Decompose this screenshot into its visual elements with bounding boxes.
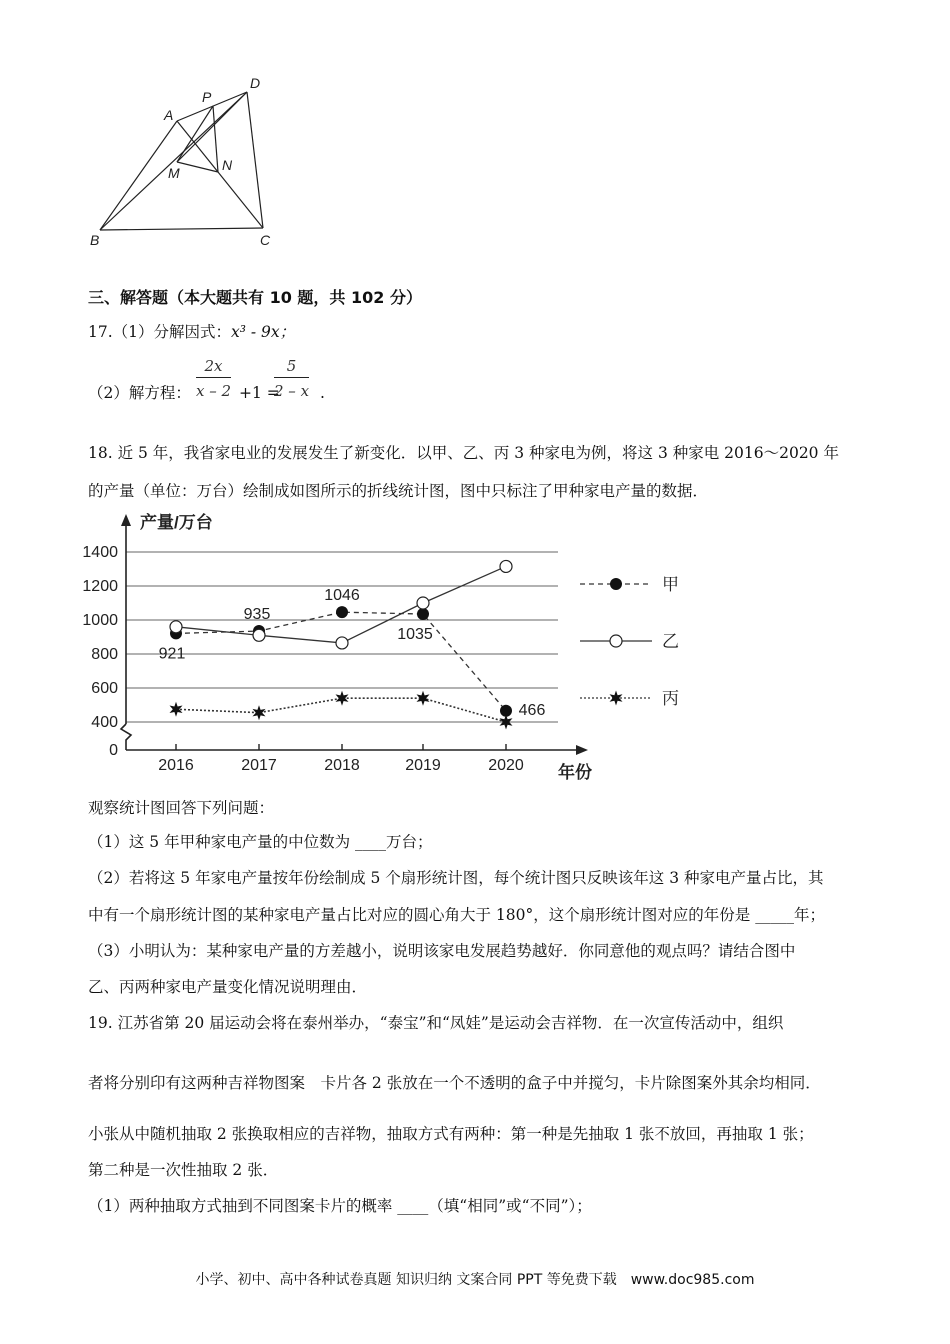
q17-line2-prefix: （2）解方程：: [88, 384, 191, 402]
point-label-p: P: [202, 89, 212, 105]
x-axis-label: 年份: [558, 763, 592, 782]
data-label: 466: [518, 701, 546, 719]
q18-sub3b: 乙、丙两种家电产量变化情况说明理由．: [88, 978, 368, 996]
legend-label: 甲: [662, 575, 679, 594]
legend-marker-甲: [610, 578, 622, 590]
q17-frac2-denominator: 2 – x: [274, 382, 310, 400]
series-point-丙-2017: [253, 705, 266, 720]
q19-line3: 小张从中随机抽取 2 张换取相应的吉祥物，抽取方式有两种：第一种是先抽取 1 张不放回，再抽取 1 张；: [88, 1125, 814, 1143]
q19-line1: 19. 江苏省第 20 届运动会将在泰州举办，“泰宝”和“凤娃”是运动会吉祥物．在一次宣传活动中，组织: [88, 1014, 784, 1032]
y-axis-label: 产量/万台: [140, 513, 213, 532]
series-point-甲-2019: [417, 608, 429, 620]
series-point-乙-2020: [500, 560, 512, 572]
q17-frac1-denominator: x – 2: [196, 382, 232, 400]
data-label: 935: [243, 606, 271, 624]
q19-line5: （1）两种抽取方式抽到不同图案卡片的概率 ____（填“相同”或“不同”）；: [88, 1197, 592, 1215]
point-label-a: A: [164, 107, 174, 123]
q17-middle: +1 =: [239, 384, 280, 402]
x-tick-label: 2020: [488, 757, 524, 774]
legend-label: 丙: [662, 689, 679, 708]
y-tick-label: 1200: [82, 578, 118, 595]
data-label: 1035: [397, 626, 433, 644]
series-point-丙-2019: [417, 691, 430, 706]
series-point-乙-2019: [417, 597, 429, 609]
q17-frac1-numerator: 2x: [196, 357, 231, 378]
x-tick-label: 2017: [241, 757, 277, 774]
series-point-乙-2017: [253, 629, 265, 641]
point-label-b: B: [90, 232, 100, 248]
q18-sub2a: （2）若将这 5 年家电产量按年份绘制成 5 个扇形统计图，每个统计图只反映该年这 3 种家电产量占比，其: [88, 869, 824, 887]
y-tick-label: 600: [91, 680, 118, 697]
y-tick-label: 0: [109, 742, 118, 759]
q18-line1: 18. 近 5 年，我省家电业的发展发生了新变化．以甲、乙、丙 3 种家电为例，将这 3 种家电 2016～2020 年: [88, 444, 839, 462]
point-label-m: M: [168, 165, 180, 181]
q17-frac2-numerator: 5: [274, 357, 309, 378]
y-tick-label: 1000: [82, 612, 118, 629]
q17-line1: [88, 322, 295, 342]
q18-line2: 的产量（单位：万台）绘制成如图所示的折线统计图，图中只标注了甲种家电产量的数据．: [88, 482, 709, 500]
q19-line4: 第二种是一次性抽取 2 张．: [88, 1161, 279, 1179]
series-line-乙: [176, 566, 506, 643]
legend-label: 乙: [662, 632, 679, 651]
series-point-乙-2018: [336, 637, 348, 649]
legend-marker-乙: [610, 635, 622, 647]
point-label-d: D: [250, 75, 261, 91]
q18-sub1: （1）这 5 年甲种家电产量的中位数为 ____万台；: [88, 833, 433, 851]
x-tick-label: 2018: [324, 757, 360, 774]
line-chart: [82, 508, 710, 788]
y-tick-label: 1400: [82, 544, 118, 561]
q17-fraction-1: [196, 357, 231, 400]
q17-end: .: [320, 384, 325, 402]
q19-line2: 者将分别印有这两种吉祥物图案 卡片各 2 张放在一个不透明的盒子中并搅匀，卡片除图案外其余均相同．: [88, 1074, 821, 1092]
x-tick-label: 2019: [405, 757, 441, 774]
q17-fraction-2: [274, 357, 309, 400]
data-label: 921: [158, 645, 186, 663]
y-tick-label: 800: [91, 646, 118, 663]
point-label-c: C: [260, 232, 271, 248]
series-point-丙-2018: [336, 691, 349, 706]
q18-sub2b: 中有一个扇形统计图的某种家电产量占比对应的圆心角大于 180°，这个扇形统计图对应的年份是 _____年；: [88, 906, 825, 924]
series-point-甲-2018: [336, 606, 348, 618]
y-axis-arrow: [121, 514, 131, 526]
y-axis-break: [121, 724, 131, 750]
q18-sub3a: （3）小明认为：某种家电产量的方差越小，说明该家电发展趋势越好．你同意他的观点吗？请结合图中: [88, 942, 796, 960]
y-tick-label: 400: [91, 714, 118, 731]
q18-after-chart: 观察统计图回答下列问题：: [88, 799, 275, 817]
q17-expression: x³ - 9x；: [231, 323, 296, 341]
data-label: 1046: [324, 587, 360, 605]
point-label-n: N: [222, 157, 233, 173]
x-axis-arrow: [576, 745, 588, 755]
series-point-乙-2016: [170, 621, 182, 633]
q17-line1-prefix: 17.（1）分解因式：: [88, 323, 232, 341]
x-tick-label: 2016: [158, 757, 194, 774]
footer: 小学、初中、高中各种试卷真题 知识归纳 文案合同 PPT 等免费下载 www.doc985.com: [195, 1272, 755, 1288]
geometry-figure: [80, 68, 300, 258]
section-title: 三、解答题（本大题共有 10 题，共 102 分）: [88, 288, 422, 307]
